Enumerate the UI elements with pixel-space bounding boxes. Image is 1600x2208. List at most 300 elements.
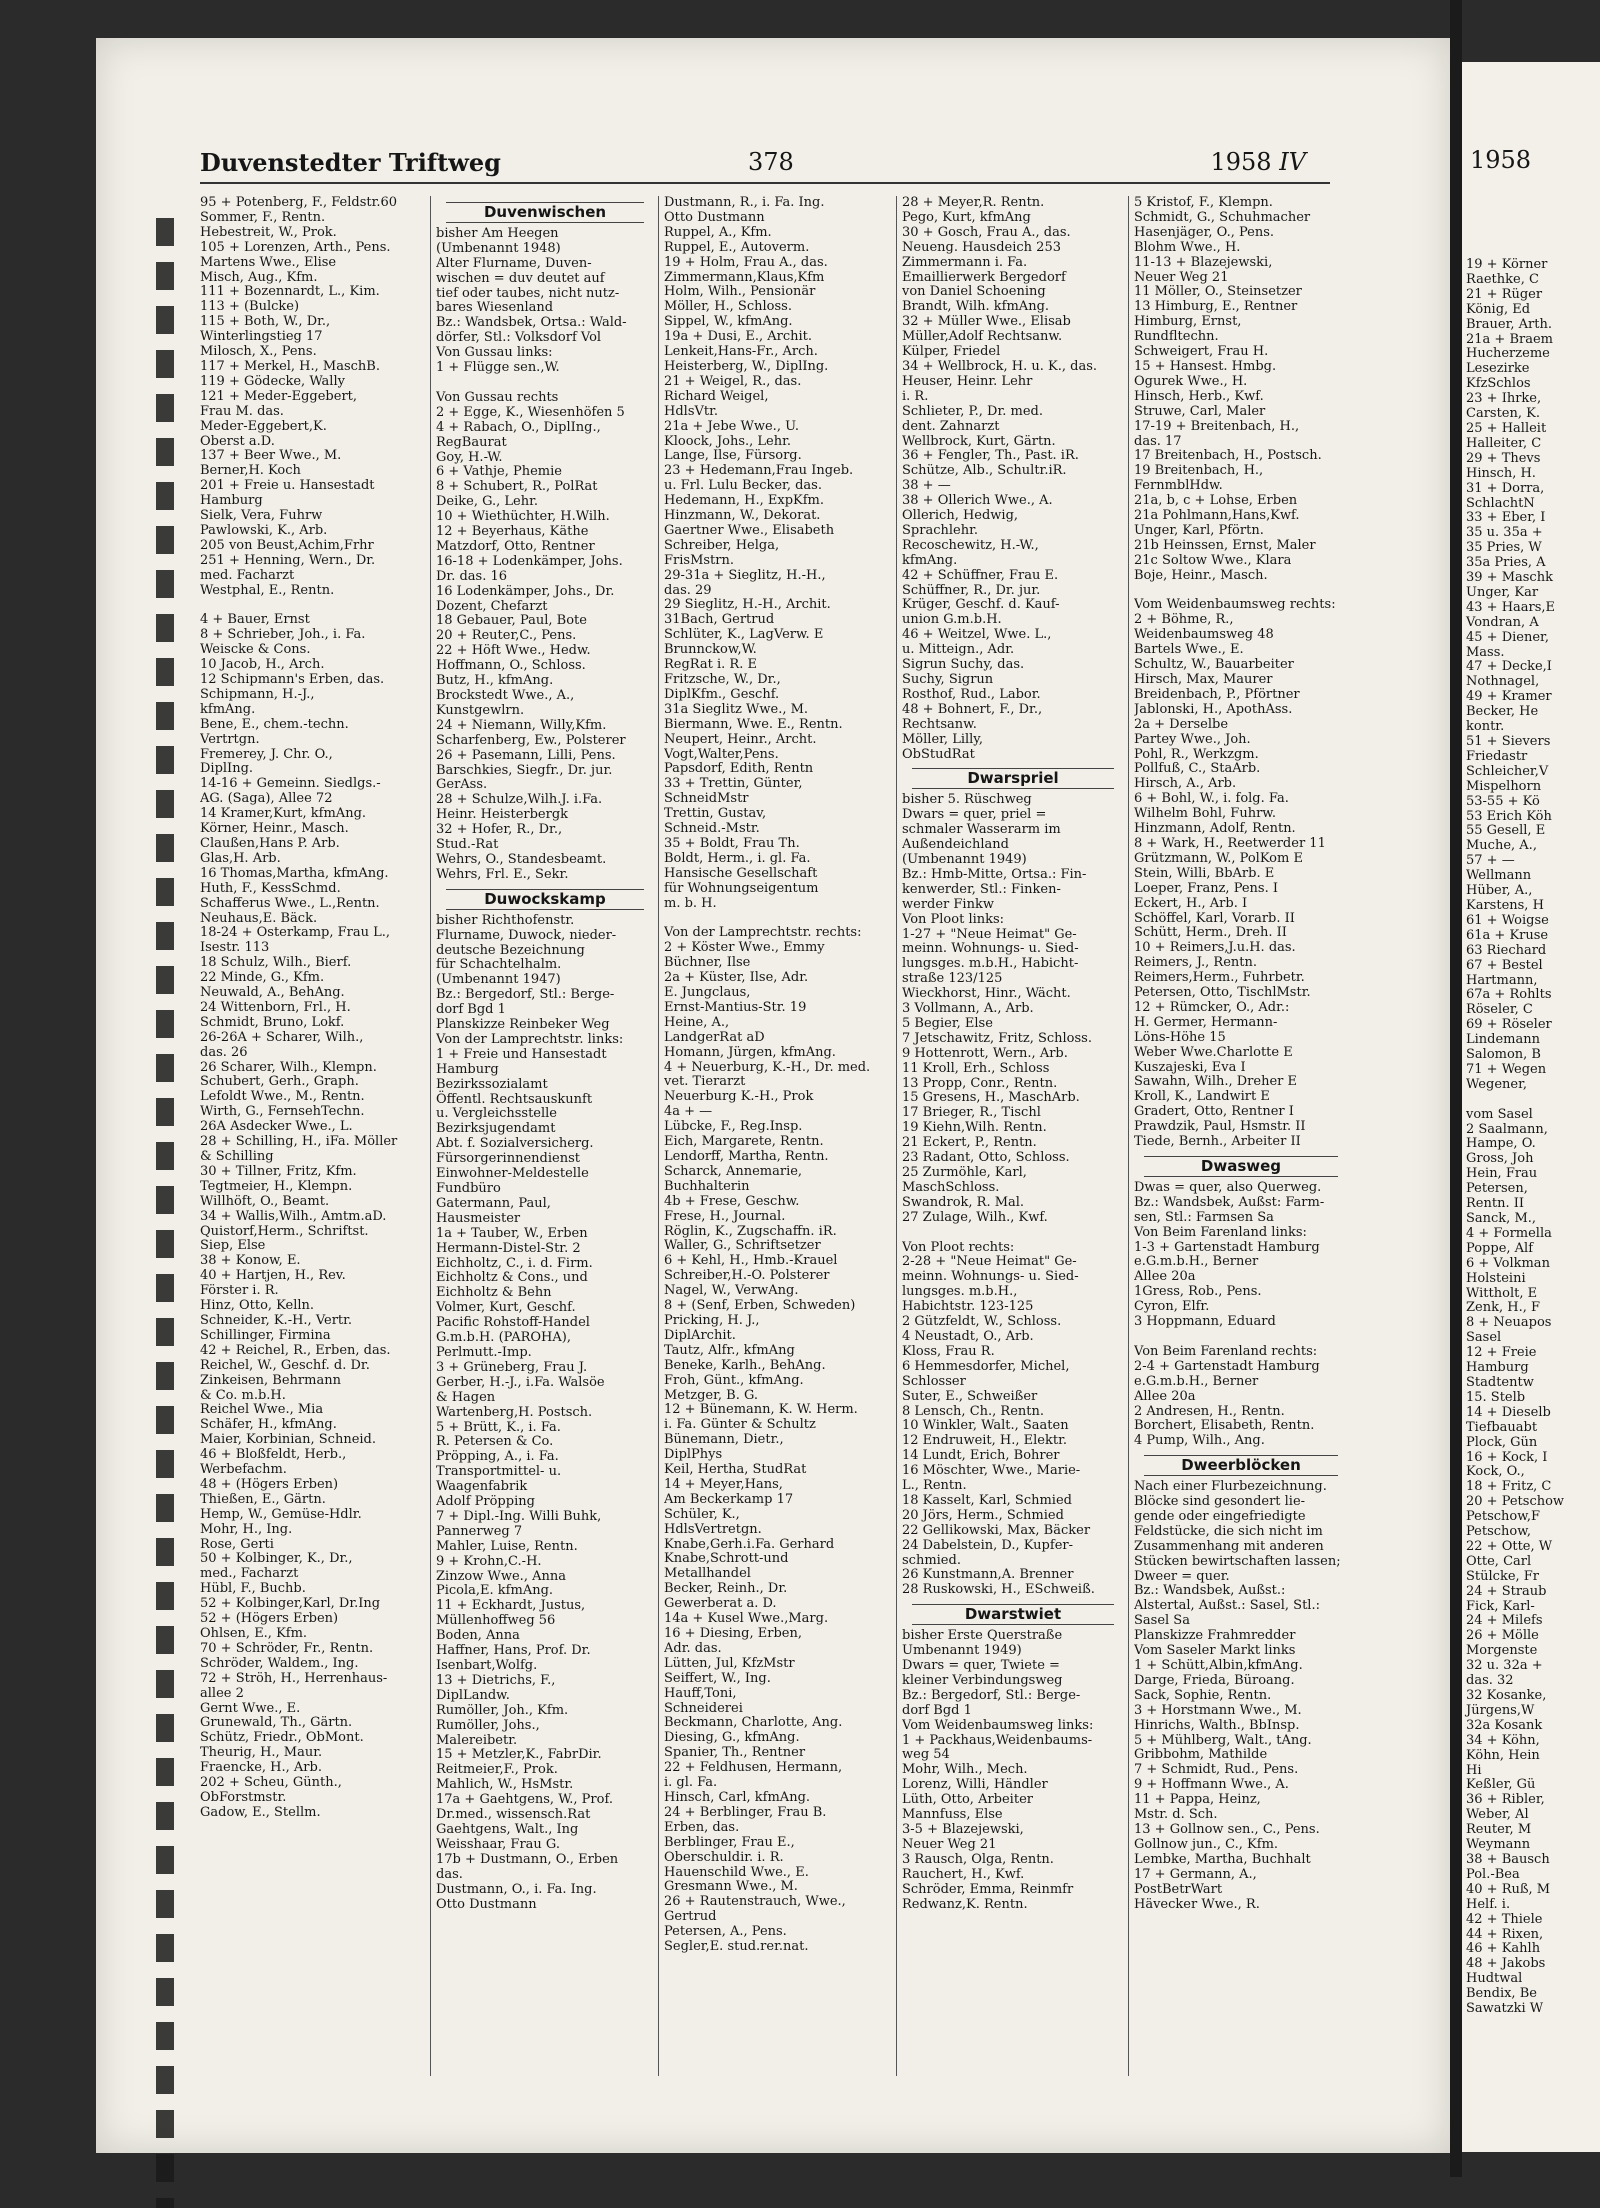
next-page-entry: Gross, Joh xyxy=(1466,1151,1534,1167)
directory-entry: Frese, H., Journal. xyxy=(664,1208,786,1224)
next-page-entry: Schleicher,V xyxy=(1466,763,1549,779)
directory-entry: Pacific Rohstoff-Handel xyxy=(436,1315,590,1331)
directory-entry: 105 + Lorenzen, Arth., Pens. xyxy=(200,239,391,255)
directory-entry: Förster i. R. xyxy=(200,1283,279,1299)
directory-entry: Fundbüro xyxy=(436,1181,501,1196)
directory-entry: 17b + Dustmann, O., Erben xyxy=(436,1851,619,1867)
directory-entry: dörfer, Stl.: Volksdorf Vol xyxy=(436,330,602,346)
directory-entry: 24 + Berblinger, Frau B. xyxy=(664,1804,827,1820)
directory-entry: Gertrud xyxy=(664,1909,717,1925)
directory-entry: 2 Andresen, H., Rentn. xyxy=(1134,1403,1285,1419)
next-page-year: 1958 xyxy=(1470,146,1532,174)
directory-entry: 1 + Freie und Hansestadt xyxy=(436,1046,607,1062)
directory-entry: 52 + Kolbinger,Karl, Dr.Ing xyxy=(200,1596,381,1612)
directory-entry: 23 + Hedemann,Frau Ingeb. xyxy=(664,463,854,479)
next-page-entry: Weber, Al xyxy=(1466,1807,1529,1823)
directory-entry: Adolf Pröpping xyxy=(436,1494,535,1510)
directory-entry: Malereibetr. xyxy=(436,1732,518,1748)
directory-entry: bares Wiesenland xyxy=(436,300,554,316)
street-heading: Dwarspriel xyxy=(912,768,1114,789)
directory-entry: Keil, Hertha, StudRat xyxy=(664,1462,807,1478)
directory-entry: Gaehtgens, Walt., Ing xyxy=(436,1821,579,1837)
next-page-entry: Fick, Karl- xyxy=(1466,1598,1535,1614)
directory-entry: Löns-Höhe 15 xyxy=(1134,1029,1226,1045)
directory-entry: Heine, A., xyxy=(664,1014,730,1030)
next-page-entry: 67 + Bestel xyxy=(1466,957,1543,973)
directory-entry: Berner,H. Koch xyxy=(200,463,301,479)
directory-entry: DiplKfm., Geschf. xyxy=(664,686,780,702)
next-page-entry: 67a + Rohlts xyxy=(1466,987,1552,1003)
directory-entry: Volmer, Kurt, Geschf. xyxy=(436,1300,576,1316)
directory-entry: Otto Dustmann xyxy=(664,209,765,225)
directory-entry: Alter Flurname, Duven- xyxy=(436,255,592,271)
directory-entry: schmaler Wasserarm im xyxy=(902,822,1061,838)
next-page-entry: 42 + Thiele xyxy=(1466,1911,1543,1927)
next-page-column xyxy=(1466,258,1564,2017)
directory-entry: Am Beckerkamp 17 xyxy=(664,1491,794,1507)
directory-entry: DiplIng. xyxy=(200,761,254,777)
directory-entry: 3 + Horstmann Wwe., M. xyxy=(1134,1702,1302,1718)
directory-entry: Fürsorgerinnendienst xyxy=(436,1151,580,1167)
directory-entry: 202 + Scheu, Günth., xyxy=(200,1775,342,1791)
directory-entry: Hasenjäger, O., Pens. xyxy=(1134,224,1274,240)
directory-entry: sen, Stl.: Farmsen Sa xyxy=(1134,1209,1274,1225)
directory-entry: Lübcke, F., Reg.Insp. xyxy=(664,1119,803,1135)
directory-entry: kfmAng. xyxy=(200,701,256,717)
directory-entry: Willhöft, O., Beamt. xyxy=(200,1193,330,1209)
directory-entry: m. b. H. xyxy=(664,895,717,911)
directory-entry: 16 + Diesing, Erben, xyxy=(664,1626,802,1641)
directory-entry: Schäfer, H., kfmAng. xyxy=(200,1417,337,1433)
directory-entry: 201 + Freie u. Hansestadt xyxy=(200,478,375,494)
next-page-entry: Karstens, H xyxy=(1466,897,1544,913)
directory-entry: Gadow, E., Stellm. xyxy=(200,1804,321,1820)
directory-entry: Dustmann, R., i. Fa. Ing. xyxy=(664,196,825,210)
next-page-entry: 33 + Eber, I xyxy=(1466,510,1546,526)
directory-entry: deutsche Bezeichnung xyxy=(436,942,585,958)
directory-entry: Bz.: Bergedorf, Stl.: Berge- xyxy=(436,987,615,1003)
directory-entry: 30 + Tillner, Fritz, Kfm. xyxy=(200,1163,357,1179)
directory-entry: Ohlsen, E., Kfm. xyxy=(200,1626,308,1641)
directory-entry: Bz.: Wandsbek, Außst: Farm- xyxy=(1134,1194,1325,1210)
directory-entry: 18 Schulz, Wilh., Bierf. xyxy=(200,955,352,971)
next-page-entry: 12 + Freie xyxy=(1466,1345,1537,1361)
directory-entry: 17-19 + Breitenbach, H., xyxy=(1134,418,1300,434)
directory-entry: Von Beim Farenland links: xyxy=(1134,1224,1307,1240)
directory-entry: Vogt,Walter,Pens. xyxy=(664,746,779,762)
page-number: 378 xyxy=(748,148,794,176)
next-page-entry: 4 + Formella xyxy=(1466,1225,1552,1241)
directory-entry: Petersen, Otto, TischlMstr. xyxy=(1134,985,1311,1001)
directory-entry: Gradert, Otto, Rentner I xyxy=(1134,1104,1294,1120)
directory-entry: Schmidt, G., Schuhmacher xyxy=(1134,209,1311,225)
directory-entry: Hedemann, H., ExpKfm. xyxy=(664,493,824,509)
directory-entry: Von der Lamprechtstr. links: xyxy=(436,1031,624,1047)
next-page-entry: 48 + Jakobs xyxy=(1466,1956,1546,1972)
directory-entry: Lütten, Jul, KfzMstr xyxy=(664,1655,795,1671)
directory-entry: 26 Kunstmann,A. Brenner xyxy=(902,1567,1074,1583)
directory-entry: Von der Lamprechtstr. rechts: xyxy=(664,925,862,941)
directory-entry: Schüffner, R., Dr. jur. xyxy=(902,582,1041,598)
directory-entry: Glas,H. Arb. xyxy=(200,850,281,866)
directory-entry: 72 + Ströh, H., Herrenhaus- xyxy=(200,1670,388,1686)
directory-entry: Zusammenhang mit anderen xyxy=(1134,1538,1324,1554)
directory-entry: Vertrtgn. xyxy=(200,731,260,747)
next-page-entry: Sawatzki W xyxy=(1466,2001,1544,2017)
directory-entry: 205 von Beust,Achim,Frhr xyxy=(200,537,374,553)
directory-entry: 4 Pump, Wilh., Ang. xyxy=(1134,1433,1265,1449)
directory-entry: Planskizze Reinbeker Weg xyxy=(436,1017,610,1033)
directory-entry: 2a + Derselbe xyxy=(1134,716,1229,732)
next-page-entry: 25 + Halleit xyxy=(1466,420,1547,436)
directory-entry: 119 + Gödecke, Wally xyxy=(200,373,345,389)
directory-entry: 6 + Bohl, W., i. folg. Fa. xyxy=(1134,791,1289,807)
directory-entry: Unger, Karl, Pförtn. xyxy=(1134,522,1264,538)
street-heading: Dwarstwiet xyxy=(912,1604,1114,1625)
directory-entry: Rumöller, Johs., xyxy=(436,1717,540,1733)
directory-entry: 31Bach, Gertrud xyxy=(664,612,775,628)
directory-entry: Isestr. 113 xyxy=(200,940,270,956)
directory-entry: 19a + Dusi, E., Archit. xyxy=(664,329,812,345)
directory-entry: 9 + Krohn,C.-H. xyxy=(436,1553,542,1569)
directory-entry: Kloss, Frau R. xyxy=(902,1343,995,1359)
next-page-entry: Friedastr xyxy=(1466,748,1528,764)
directory-entry: Alstertal, Außst.: Sasel, Stl.: xyxy=(1134,1598,1320,1614)
directory-entry: Vom Weidenbaumsweg links: xyxy=(902,1717,1094,1733)
directory-entry: Von Beim Farenland rechts: xyxy=(1134,1343,1318,1359)
street-heading: Duvenwischen xyxy=(446,202,644,223)
directory-entry: Umbenannt 1949) xyxy=(902,1643,1022,1659)
directory-entry: 21a Pohlmann,Hans,Kwf. xyxy=(1134,508,1300,524)
street-header: Duvenstedter Triftweg xyxy=(200,148,501,177)
directory-entry: Papsdorf, Edith, Rentn xyxy=(664,761,814,777)
directory-entry: für Schachtelhalm. xyxy=(436,957,562,973)
directory-entry: Seiffert, W., Ing. xyxy=(664,1670,771,1686)
directory-entry: Schöffel, Karl, Vorarb. II xyxy=(1134,910,1295,926)
directory-entry: 2 + Böhme, R., xyxy=(1134,612,1234,628)
directory-entry: von Daniel Schoening xyxy=(902,284,1046,300)
directory-entry: 14 + Meyer,Hans, xyxy=(664,1476,783,1492)
directory-entry: e.G.m.b.H., Berner xyxy=(1134,1254,1259,1270)
directory-entry: 15 + Hansest. Hmbg. xyxy=(1134,358,1277,374)
column-divider xyxy=(896,196,897,2076)
directory-entry: 26A Asdecker Wwe., L. xyxy=(200,1119,353,1135)
directory-entry: Sack, Sophie, Rentn. xyxy=(1134,1687,1272,1703)
next-page-entry: 29 + Thevs xyxy=(1466,450,1541,466)
directory-entry: 30 + Gosch, Frau A., das. xyxy=(902,224,1071,240)
directory-entry: 28 + Schulze,Wilh.J. i.Fa. xyxy=(436,792,603,808)
directory-entry: Emaillierwerk Bergedorf xyxy=(902,269,1066,285)
next-page-entry: 55 Gesell, E xyxy=(1466,823,1546,839)
directory-entry: 11 + Eckhardt, Justus, xyxy=(436,1598,586,1614)
directory-entry: 1a + Tauber, W., Erben xyxy=(436,1225,588,1241)
directory-entry: Hamburg xyxy=(200,493,263,509)
directory-entry: Deike, G., Lehr. xyxy=(436,494,539,510)
street-heading: Dweerblöcken xyxy=(1144,1455,1338,1476)
directory-entry: 137 + Beer Wwe., M. xyxy=(200,448,342,464)
directory-entry: Hirsch, A., Arb. xyxy=(1134,776,1237,792)
next-page-entry: 61 + Woigse xyxy=(1466,912,1549,928)
directory-entry: 8 + (Senf, Erben, Schweden) xyxy=(664,1298,856,1314)
next-page-entry: 63 Riechard xyxy=(1466,942,1547,958)
directory-entry: FernmblHdw. xyxy=(1134,478,1223,494)
directory-entry: G.m.b.H. (PAROHA), xyxy=(436,1330,571,1346)
directory-entry: 13 Propp, Conr., Rentn. xyxy=(902,1075,1058,1091)
directory-entry: Theurig, H., Maur. xyxy=(200,1745,323,1761)
directory-entry: Westphal, E., Rentn. xyxy=(200,582,335,598)
directory-entry: Hübl, F., Buchb. xyxy=(200,1581,306,1597)
directory-entry: Borchert, Elisabeth, Rentn. xyxy=(1134,1418,1315,1434)
directory-entry: werder Finkw xyxy=(902,896,994,912)
directory-entry: DiplArchit. xyxy=(664,1327,736,1343)
directory-entry: Neuerburg K.-H., Prok xyxy=(664,1089,814,1105)
directory-entry: 111 + Bozennardt, L., Kim. xyxy=(200,284,380,300)
directory-entry: Schneider, K.-H., Vertr. xyxy=(200,1312,353,1328)
directory-entry: 31a Sieglitz Wwe., M. xyxy=(664,701,809,717)
directory-entry: 27 Zulage, Wilh., Kwf. xyxy=(902,1209,1048,1225)
directory-entry: Kloock, Johs., Lehr. xyxy=(664,433,792,449)
directory-entry: Mannfuss, Else xyxy=(902,1807,1003,1823)
next-page-entry: Nothnagel, xyxy=(1466,674,1540,690)
next-page-entry: 53 Erich Köh xyxy=(1466,808,1552,824)
directory-entry: Von Ploot links: xyxy=(902,911,1005,927)
directory-entry: 10 + Reimers,J.u.H. das. xyxy=(1134,940,1296,956)
directory-entry: med. Facharzt xyxy=(200,567,295,583)
directory-entry: Rundfltechn. xyxy=(1134,329,1219,345)
directory-entry: 10 Jacob, H., Arch. xyxy=(200,657,325,673)
directory-entry: Lüth, Otto, Arbeiter xyxy=(902,1792,1033,1808)
directory-entry: HdlsVertretgn. xyxy=(664,1521,762,1537)
directory-entry: Wehrs, O., Standesbeamt. xyxy=(436,851,607,867)
directory-entry: Oberschuldir. i. R. xyxy=(664,1849,784,1865)
directory-entry: Krüger, Geschf. d. Kauf- xyxy=(902,597,1060,613)
directory-entry: Beneke, Karlh., BehAng. xyxy=(664,1357,826,1373)
directory-entry: Petersen, A., Pens. xyxy=(664,1924,787,1940)
directory-entry: für Wohnungseigentum xyxy=(664,880,819,896)
directory-entry: Scharfenberg, Ew., Polsterer xyxy=(436,732,626,748)
directory-entry: Hebestreit, W., Prok. xyxy=(200,224,337,240)
next-page-entry: Salomon, B xyxy=(1466,1047,1541,1063)
next-page-entry: 38 + Bausch xyxy=(1466,1851,1550,1867)
directory-entry: Neuwald, A., BehAng. xyxy=(200,985,345,1001)
directory-entry: Reichel Wwe., Mia xyxy=(200,1402,324,1418)
directory-entry: 1-27 + "Neue Heimat" Ge- xyxy=(902,926,1077,942)
directory-entry: Pego, Kurt, kfmAng xyxy=(902,209,1031,225)
next-page-entry: Hüber, A., xyxy=(1466,883,1533,899)
directory-entry: Pollfuß, C., StaArb. xyxy=(1134,761,1261,777)
directory-entry: 21b Heinssen, Ernst, Maler xyxy=(1134,537,1316,553)
directory-entry: 1 + Schütt,Albin,kfmAng. xyxy=(1134,1658,1303,1673)
directory-entry: schmied. xyxy=(902,1552,961,1568)
next-page-entry: 18 + Fritz, C xyxy=(1466,1479,1552,1495)
directory-entry: Schüler, K., xyxy=(664,1506,740,1522)
directory-entry: wischen = duv deutet auf xyxy=(436,270,605,286)
next-page-entry: Carsten, K. xyxy=(1466,406,1540,422)
directory-entry: 16 Möschter, Wwe., Marie- xyxy=(902,1463,1081,1479)
directory-entry: Weisshaar, Frau G. xyxy=(436,1836,560,1852)
directory-entry xyxy=(436,376,654,391)
directory-entry: tief oder taubes, nicht nutz- xyxy=(436,285,620,301)
street-heading: Duwockskamp xyxy=(446,889,644,910)
directory-entry: 21 + Weigel, R., das. xyxy=(664,373,802,389)
directory-entry: 21a, b, c + Lohse, Erben xyxy=(1134,493,1298,509)
directory-entry: 4 + Neuerburg, K.-H., Dr. med. xyxy=(664,1059,871,1075)
directory-entry: 12 + Rümcker, O., Adr.: xyxy=(1134,999,1290,1015)
next-page-entry: Keßler, Gü xyxy=(1466,1777,1536,1793)
directory-entry: bisher Erste Querstraße xyxy=(902,1628,1063,1644)
directory-entry: 3 + Grüneberg, Frau J. xyxy=(436,1359,588,1375)
directory-entry: Lange, Ilse, Fürsorg. xyxy=(664,448,802,464)
directory-entry: Sasel Sa xyxy=(1134,1613,1190,1629)
column-5 xyxy=(1134,196,1348,2076)
directory-entry: 5 Kristof, F., Klempn. xyxy=(1134,196,1273,210)
directory-entry: Ruppel, E., Autoverm. xyxy=(664,239,810,255)
next-page-entry: Hampe, O. xyxy=(1466,1136,1536,1152)
directory-entry: Hoffmann, O., Schloss. xyxy=(436,658,586,674)
directory-entry: Brandt, Wilh. kfmAng. xyxy=(902,299,1050,315)
directory-entry: 1Gress, Rob., Pens. xyxy=(1134,1284,1262,1300)
directory-entry: Scharck, Annemarie, xyxy=(664,1163,803,1179)
directory-entry: 4 Neustadt, O., Arb. xyxy=(902,1328,1034,1344)
directory-entry: das. 17 xyxy=(1134,433,1182,449)
directory-entry: 33 + Trettin, Günter, xyxy=(664,776,803,792)
directory-entry: Bz.: Bergedorf, Stl.: Berge- xyxy=(902,1687,1081,1703)
directory-entry: Allee 20a xyxy=(1134,1269,1196,1285)
next-page-entry: Halleiter, C xyxy=(1466,435,1542,451)
next-page-entry: 43 + Haars,E xyxy=(1466,599,1556,615)
directory-entry: Beckmann, Charlotte, Ang. xyxy=(664,1715,843,1731)
directory-entry: Boden, Anna xyxy=(436,1628,520,1644)
directory-entry: Sippel, W., kfmAng. xyxy=(664,314,793,330)
next-page-entry: Brauer, Arth. xyxy=(1466,316,1552,332)
directory-entry: Rumöller, Joh., Kfm. xyxy=(436,1702,569,1718)
next-page-entry: 35a Pries, A xyxy=(1466,555,1546,571)
directory-entry: Mahler, Luise, Rentn. xyxy=(436,1538,578,1554)
directory-entry: Schipmann, H.-J., xyxy=(200,686,315,702)
directory-entry: Hermann-Distel-Str. 2 xyxy=(436,1240,581,1256)
directory-entry: Schütze, Alb., Schultr.iR. xyxy=(902,463,1067,479)
next-page-entry: Jürgens,W xyxy=(1466,1702,1535,1718)
directory-entry: Schultz, W., Bauarbeiter xyxy=(1134,657,1294,673)
directory-entry: Müller,Adolf Rechtsanw. xyxy=(902,329,1063,345)
next-page-entry: 14 + Dieselb xyxy=(1466,1404,1551,1420)
next-page-entry: 2 Saalmann, xyxy=(1466,1121,1548,1137)
next-page-entry: 20 + Petschow xyxy=(1466,1494,1565,1510)
next-page-entry: 26 + Mölle xyxy=(1466,1628,1539,1644)
next-page-entry: 35 Pries, W xyxy=(1466,540,1542,556)
directory-entry: Heinr. Heisterbergk xyxy=(436,807,569,823)
directory-entry: 4 + Bauer, Ernst xyxy=(200,612,310,628)
directory-entry: 3-5 + Blazejewski, xyxy=(902,1821,1024,1837)
directory-entry: Jablonski, H., ApothAss. xyxy=(1134,701,1293,717)
next-page-entry: 22 + Otte, W xyxy=(1466,1538,1553,1554)
directory-entry: 117 + Merkel, H., MaschB. xyxy=(200,358,380,374)
directory-entry: Zimmermann i. Fa. xyxy=(902,254,1028,270)
directory-entry: 50 + Kolbinger, K., Dr., xyxy=(200,1551,353,1567)
directory-entry: i. Fa. Günter & Schultz xyxy=(664,1417,816,1433)
directory-entry: ObForstmstr. xyxy=(200,1789,287,1805)
directory-entry: u. Mitteign., Adr. xyxy=(902,642,1015,658)
directory-entry: 18 Kasselt, Karl, Schmied xyxy=(902,1492,1072,1508)
column-3 xyxy=(664,196,892,2076)
next-page-entry: 36 + Ribler, xyxy=(1466,1792,1545,1808)
directory-entry: Külper, Friedel xyxy=(902,344,1001,360)
directory-entry: kfmAng. xyxy=(902,552,958,568)
directory-entry: Zimmermann,Klaus,Kfm xyxy=(664,269,825,285)
directory-entry: 11-13 + Blazejewski, xyxy=(1134,254,1273,270)
next-page-entry: 69 + Röseler xyxy=(1466,1017,1552,1033)
directory-entry: Lorenz, Willi, Händler xyxy=(902,1777,1048,1793)
directory-entry: 70 + Schröder, Fr., Rentn. xyxy=(200,1640,374,1656)
next-page-entry: 46 + Kahlh xyxy=(1466,1941,1541,1957)
next-page-entry: 15. Stelb xyxy=(1466,1389,1526,1405)
directory-entry: Blöcke sind gesondert lie- xyxy=(1134,1494,1306,1510)
directory-entry: 22 Gellikowski, Max, Bäcker xyxy=(902,1522,1091,1538)
directory-entry: E. Jungclaus, xyxy=(664,985,751,1001)
directory-entry: meinn. Wohnungs- u. Sied- xyxy=(902,941,1079,957)
next-page-entry: 57 + — xyxy=(1466,853,1515,869)
directory-entry: & Schilling xyxy=(200,1149,274,1164)
directory-entry: lungsges. m.b.H., xyxy=(902,1284,1018,1300)
directory-entry: Dwars = quer, priel = xyxy=(902,807,1047,823)
directory-entry: Schweigert, Frau H. xyxy=(1134,344,1269,360)
directory-entry: Suchy, Sigrun xyxy=(902,672,994,687)
directory-entry: Ruppel, A., Kfm. xyxy=(664,224,772,240)
next-page-entry: 16 + Kock, I xyxy=(1466,1449,1548,1465)
next-page-entry: Hinsch, H. xyxy=(1466,465,1536,481)
directory-entry: 1 + Packhaus,Weidenbaums- xyxy=(902,1732,1093,1748)
directory-entry: 2-4 + Gartenstadt Hamburg xyxy=(1134,1358,1320,1374)
column-4 xyxy=(902,196,1124,2076)
directory-entry: Fraencke, H., Arb. xyxy=(200,1760,322,1776)
directory-entry: 3 Hoppmann, Eduard xyxy=(1134,1314,1276,1330)
directory-entry xyxy=(1134,1330,1348,1345)
directory-entry: Heisterberg, W., DiplIng. xyxy=(664,358,829,374)
page-header xyxy=(200,148,1330,184)
directory-entry: Lendorff, Martha, Rentn. xyxy=(664,1149,829,1164)
next-page-entry: 21 + Rüger xyxy=(1466,286,1543,302)
directory-entry: kleiner Verbindungsweg xyxy=(902,1672,1063,1688)
directory-entry: Kunstgewlrn. xyxy=(436,702,525,718)
directory-entry: 2 + Egge, K., Wiesenhöfen 5 xyxy=(436,404,625,420)
directory-entry: RegBaurat xyxy=(436,434,507,450)
directory-entry: 15 + Metzler,K., FabrDir. xyxy=(436,1747,602,1763)
directory-entry: Wilhelm Bohl, Fuhrw. xyxy=(1134,806,1277,822)
directory-entry: 13 + Gollnow sen., C., Pens. xyxy=(1134,1821,1320,1837)
directory-entry: Grützmann, W., PolKom E xyxy=(1134,850,1303,866)
directory-entry: Gaertner Wwe., Elisabeth xyxy=(664,522,835,538)
directory-entry: allee 2 xyxy=(200,1685,244,1701)
directory-entry: Tegtmeier, H., Klempn. xyxy=(200,1178,353,1194)
directory-entry: Nach einer Flurbezeichnung. xyxy=(1134,1479,1327,1495)
directory-entry: Wirth, G., FernsehTechn. xyxy=(200,1104,365,1120)
directory-entry: Partey Wwe., Joh. xyxy=(1134,731,1251,747)
directory-entry: u. Frl. Lulu Becker, das. xyxy=(664,478,822,494)
directory-entry: bisher Am Heegen xyxy=(436,225,559,241)
directory-entry: Flurname, Duwock, nieder- xyxy=(436,927,617,943)
directory-entry: Eckert, H., Arb. I xyxy=(1134,895,1248,911)
directory-entry: Hinzmann, W., Dekorat. xyxy=(664,508,821,524)
directory-entry: 95 + Potenberg, F., Feldstr.60 xyxy=(200,196,398,210)
next-page-entry: 31 + Dorra, xyxy=(1466,480,1545,496)
directory-entry: Stein, Willi, BbArb. E xyxy=(1134,865,1275,881)
directory-entry: dent. Zahnarzt xyxy=(902,418,1000,434)
next-page-entry: Petschow,F xyxy=(1466,1509,1540,1525)
next-page-entry: 24 + Milefs xyxy=(1466,1613,1543,1629)
directory-entry: dorf Bgd 1 xyxy=(902,1702,972,1718)
directory-entry: Dr.med., wissensch.Rat xyxy=(436,1807,591,1823)
next-page-entry: Hudtwal xyxy=(1466,1971,1523,1987)
